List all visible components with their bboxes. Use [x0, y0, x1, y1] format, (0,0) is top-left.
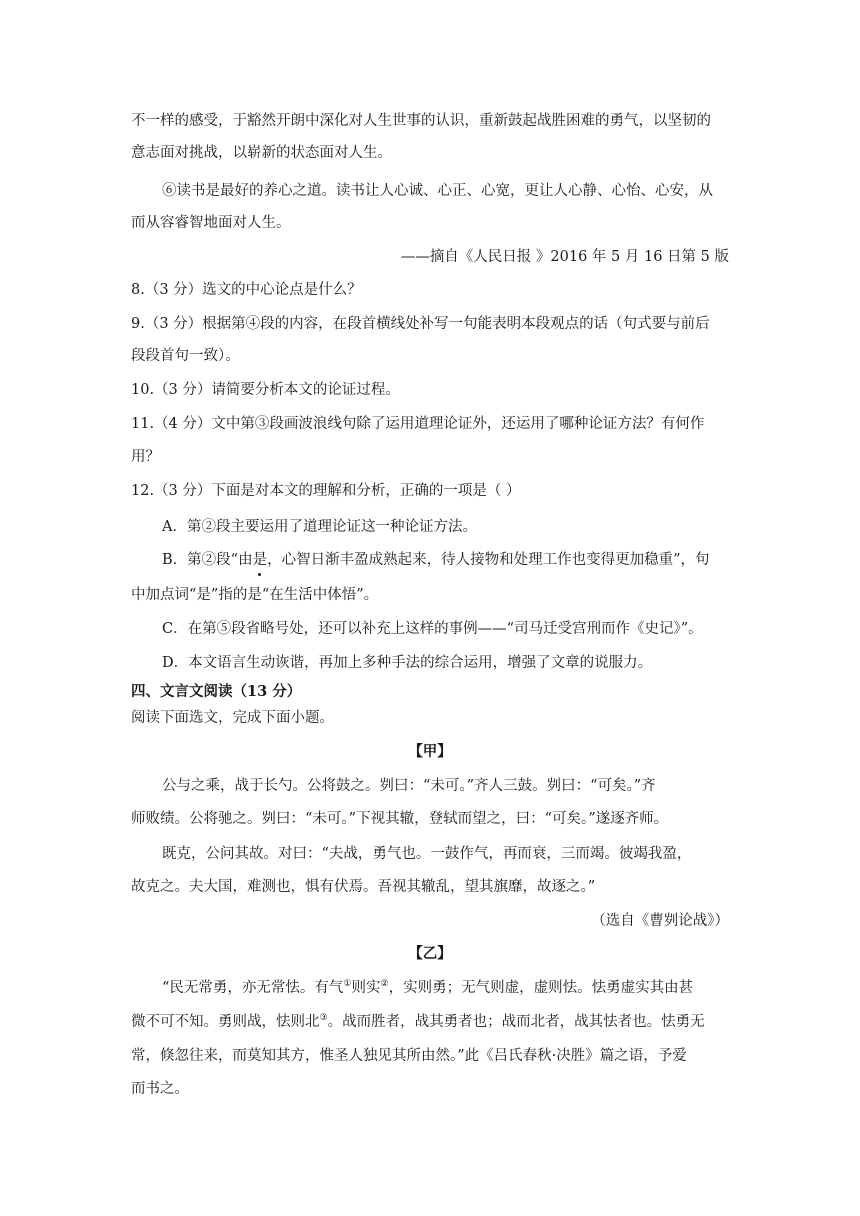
jia-title: 【甲】 — [408, 743, 452, 760]
jia-paragraph-2-line-2: 故克之。夫大国，难测也，惧有伏焉。吾视其辙乱，望其旗靡，故逐之。” — [131, 879, 596, 895]
essay-source: ——摘自《人民日报 》2016 年 5 月 16 日第 5 版 — [400, 249, 729, 265]
option-c: C．在第⑤段省略号处，还可以补充上这样的事例——“司马迁受宫刑而作《史记》”。 — [162, 621, 703, 637]
footnote-marker-3: ③ — [319, 1013, 328, 1024]
jia-paragraph-1-line-2: 师败绩。公将驰之。刿曰：“未可。”下视其辙，登轼而望之，曰：“可矣。”遂逐齐师。 — [131, 811, 669, 827]
yi-line-4: 而书之。 — [131, 1081, 189, 1097]
section-4-instruction: 阅读下面选文，完成下面小题。 — [131, 710, 334, 726]
footnote-marker-2: ② — [380, 979, 389, 990]
question-10: 10.（3 分）请简要分析本文的论证过程。 — [131, 382, 400, 398]
yi-line-2: 微不可不知。勇则战，怯则北③。战而胜者，战其勇者也；战而北者，战其怯者也。怯勇无 — [131, 1013, 705, 1030]
yi-line-1: “民无常勇，亦无常怯。有气①则实②，实则勇；无气则虚，虚则怯。怯勇虚实其由甚 — [162, 979, 694, 996]
jia-paragraph-2-line-1: 既克，公问其故。对曰：“夫战，勇气也。一鼓作气，再而衰，三而竭。彼竭我盈， — [162, 846, 692, 862]
paragraph-6-line-2: 而从容睿智地面对人生。 — [131, 215, 291, 231]
question-11-line-2: 用？ — [131, 449, 160, 465]
paragraph-5-line-2: 意志面对挑战，以崭新的状态面对人生。 — [131, 145, 392, 161]
emphasis-dot-word: 是 — [252, 552, 268, 568]
option-d: D．本文语言生动诙谐，再加上多种手法的综合运用，增强了文章的说服力。 — [162, 655, 653, 671]
option-b-line-1: B．第②段“由是，心智日渐丰盈成熟起来，待人接物和处理工作也变得更加稳重”，句 — [162, 552, 710, 568]
question-11-line-1: 11.（4 分）文中第③段画波浪线句除了运用道理论证外，还运用了哪种论证方法？有何作 — [131, 416, 705, 432]
question-8: 8.（3 分）选文的中心论点是什么？ — [131, 282, 362, 298]
jia-source: （选自《曹刿论战》） — [591, 913, 729, 929]
option-a: A．第②段主要运用了道理论证这一种论证方法。 — [162, 519, 477, 535]
question-9-line-2: 段段首句一致）。 — [131, 348, 240, 364]
option-b-line-2: 中加点词“是”指的是“在生活中体悟”。 — [131, 587, 379, 603]
paragraph-6-line-1: ⑥读书是最好的养心之道。读书让人心诚、心正、心宽，更让人心静、心怡、心安，从 — [162, 183, 713, 199]
section-4-heading: 四、文言文阅读（13 分） — [131, 683, 302, 700]
yi-title: 【乙】 — [408, 945, 452, 962]
jia-paragraph-1-line-1: 公与之乘，战于长勺。公将鼓之。刿曰：“未可。”齐人三鼓。刿曰：“可矣。”齐 — [162, 778, 656, 794]
yi-line-3: 常，倏忽往来，而莫知其方，惟圣人独见其所由然。”此《吕氏春秋·决胜》篇之语，予爱 — [131, 1048, 687, 1064]
footnote-marker-1: ① — [343, 979, 352, 990]
question-12: 12.（3 分）下面是对本文的理解和分析，正确的一项是（ ） — [131, 483, 521, 499]
paragraph-5-line-1: 不一样的感受，于豁然开朗中深化对人生世事的认识，重新鼓起战胜困难的勇气，以坚韧的 — [131, 113, 711, 129]
question-9-line-1: 9.（3 分）根据第④段的内容，在段首横线处补写一句能表明本段观点的话（句式要与前后 — [131, 316, 710, 332]
